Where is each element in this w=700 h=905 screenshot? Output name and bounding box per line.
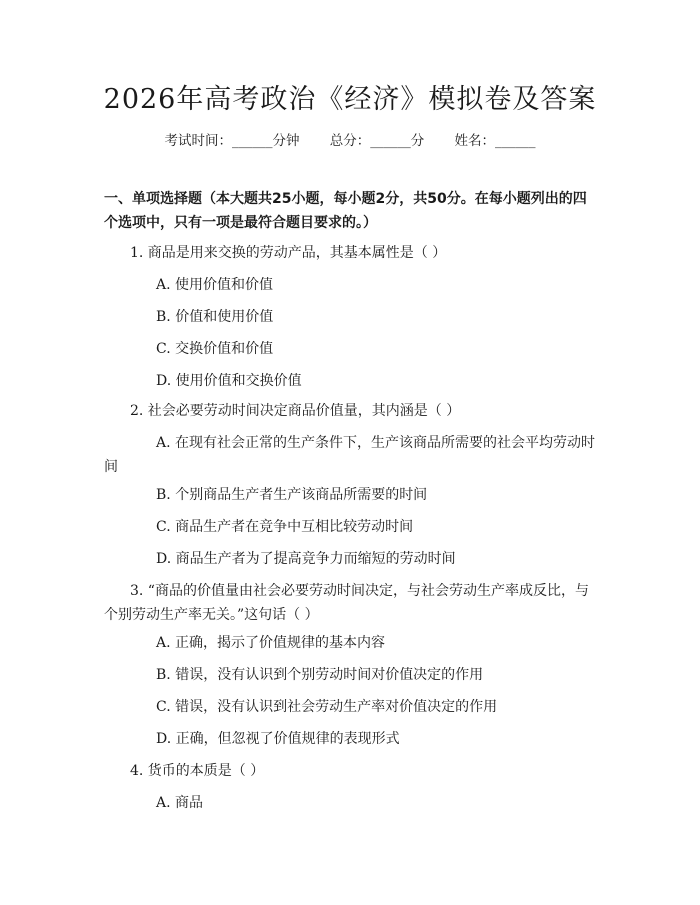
question-option: B. 个别商品生产者生产该商品所需要的时间 bbox=[156, 487, 428, 503]
question-stem: 2. 社会必要劳动时间决定商品价值量，其内涵是（ ） bbox=[130, 403, 461, 419]
question-stem: 1. 商品是用来交换的劳动产品，其基本属性是（ ） bbox=[130, 245, 447, 261]
exam-time-field: 考试时间：______分钟 bbox=[164, 133, 300, 149]
question-option: B. 价值和使用价值 bbox=[156, 309, 274, 325]
question-stem: 4. 货币的本质是（ ） bbox=[130, 763, 265, 779]
question-stem: 3. “商品的价值量由社会必要劳动时间决定，与社会劳动生产率成反比，与个别劳动生产率无关。”这句话（ ） bbox=[104, 583, 589, 623]
question-option: A. 商品 bbox=[156, 795, 204, 811]
section-heading: 一、单项选择题（本大题共25小题，每小题2分，共50分。在每小题列出的四个选项中，只有一项是最符合题目要求的。） bbox=[104, 191, 587, 231]
page-title: 2026年高考政治《经济》模拟卷及答案 bbox=[103, 84, 597, 115]
question-option: A. 正确，揭示了价值规律的基本内容 bbox=[156, 635, 386, 651]
question-option: A. 在现有社会正常的生产条件下，生产该商品所需要的社会平均劳动时间 bbox=[104, 435, 596, 475]
question-option: A. 使用价值和价值 bbox=[156, 277, 274, 293]
exam-meta bbox=[0, 130, 700, 152]
question-option: D. 商品生产者为了提高竞争力而缩短的劳动时间 bbox=[156, 551, 456, 567]
student-name-field: 姓名：______ bbox=[454, 133, 536, 149]
question-option: D. 正确，但忽视了价值规律的表现形式 bbox=[156, 731, 400, 747]
question-option: C. 商品生产者在竞争中互相比较劳动时间 bbox=[156, 519, 414, 535]
question-option: C. 交换价值和价值 bbox=[156, 341, 274, 357]
question-option: D. 使用价值和交换价值 bbox=[156, 373, 302, 389]
question-option: C. 错误，没有认识到社会劳动生产率对价值决定的作用 bbox=[156, 699, 498, 715]
total-score-field: 总分：______分 bbox=[329, 133, 425, 149]
question-option: B. 错误，没有认识到个别劳动时间对价值决定的作用 bbox=[156, 667, 484, 683]
